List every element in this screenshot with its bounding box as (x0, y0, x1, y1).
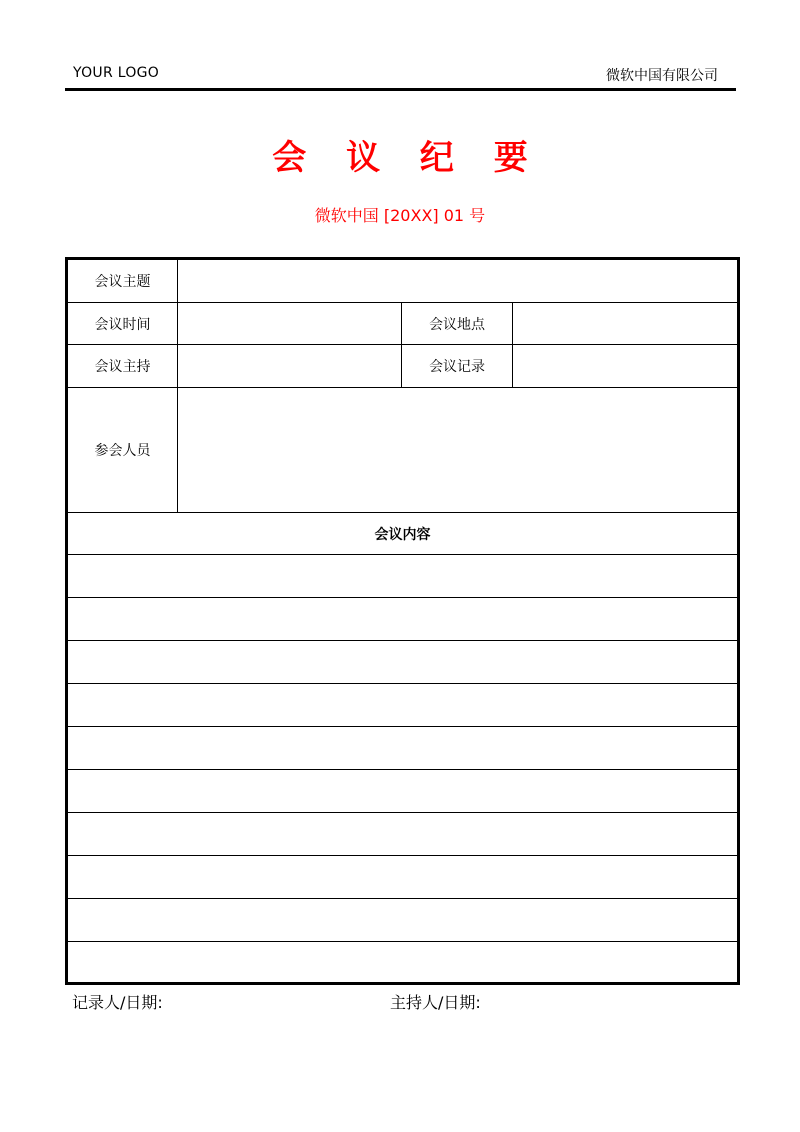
row-attendees (67, 388, 739, 513)
host-date-label: 主持人/日期: (390, 993, 481, 1012)
label-time: 会议时间 (67, 303, 178, 345)
content-line-cell[interactable] (67, 641, 739, 684)
company-name: 微软中国有限公司 (606, 68, 718, 84)
row-content-heading (67, 513, 739, 555)
content-line (67, 684, 739, 727)
row-time-location (67, 303, 739, 345)
content-line (67, 727, 739, 770)
label-location: 会议地点 (402, 303, 513, 345)
content-line (67, 770, 739, 813)
document-number: 微软中国 [20XX] 01 号 (314, 206, 486, 225)
document-title: 会 议 纪 要 (272, 138, 542, 178)
field-topic[interactable] (178, 259, 739, 303)
content-line (67, 899, 739, 942)
content-line (67, 813, 739, 856)
content-line-cell[interactable] (67, 684, 739, 727)
label-recorder: 会议记录 (402, 345, 513, 388)
content-line-cell[interactable] (67, 727, 739, 770)
field-location[interactable] (513, 303, 739, 345)
meeting-minutes-form (65, 257, 740, 985)
content-line-cell[interactable] (67, 598, 739, 641)
content-line (67, 598, 739, 641)
row-host-recorder (67, 345, 739, 388)
field-host[interactable] (178, 345, 402, 388)
label-topic: 会议主题 (67, 259, 178, 303)
content-line-cell[interactable] (67, 770, 739, 813)
content-line (67, 555, 739, 598)
logo-text: YOUR LOGO (73, 65, 160, 81)
content-line-cell[interactable] (67, 555, 739, 598)
recorder-date-label: 记录人/日期: (72, 993, 163, 1012)
field-attendees[interactable] (178, 388, 739, 513)
content-line (67, 641, 739, 684)
page-header (65, 62, 736, 91)
row-topic (67, 259, 739, 303)
field-recorder[interactable] (513, 345, 739, 388)
content-heading: 会议内容 (67, 513, 739, 555)
content-line-cell[interactable] (67, 856, 739, 899)
content-line-cell[interactable] (67, 899, 739, 942)
label-attendees: 参会人员 (67, 388, 178, 513)
content-line-cell[interactable] (67, 813, 739, 856)
content-line (67, 856, 739, 899)
content-line-cell[interactable] (67, 942, 739, 984)
content-line (67, 942, 739, 984)
label-host: 会议主持 (67, 345, 178, 388)
field-time[interactable] (178, 303, 402, 345)
